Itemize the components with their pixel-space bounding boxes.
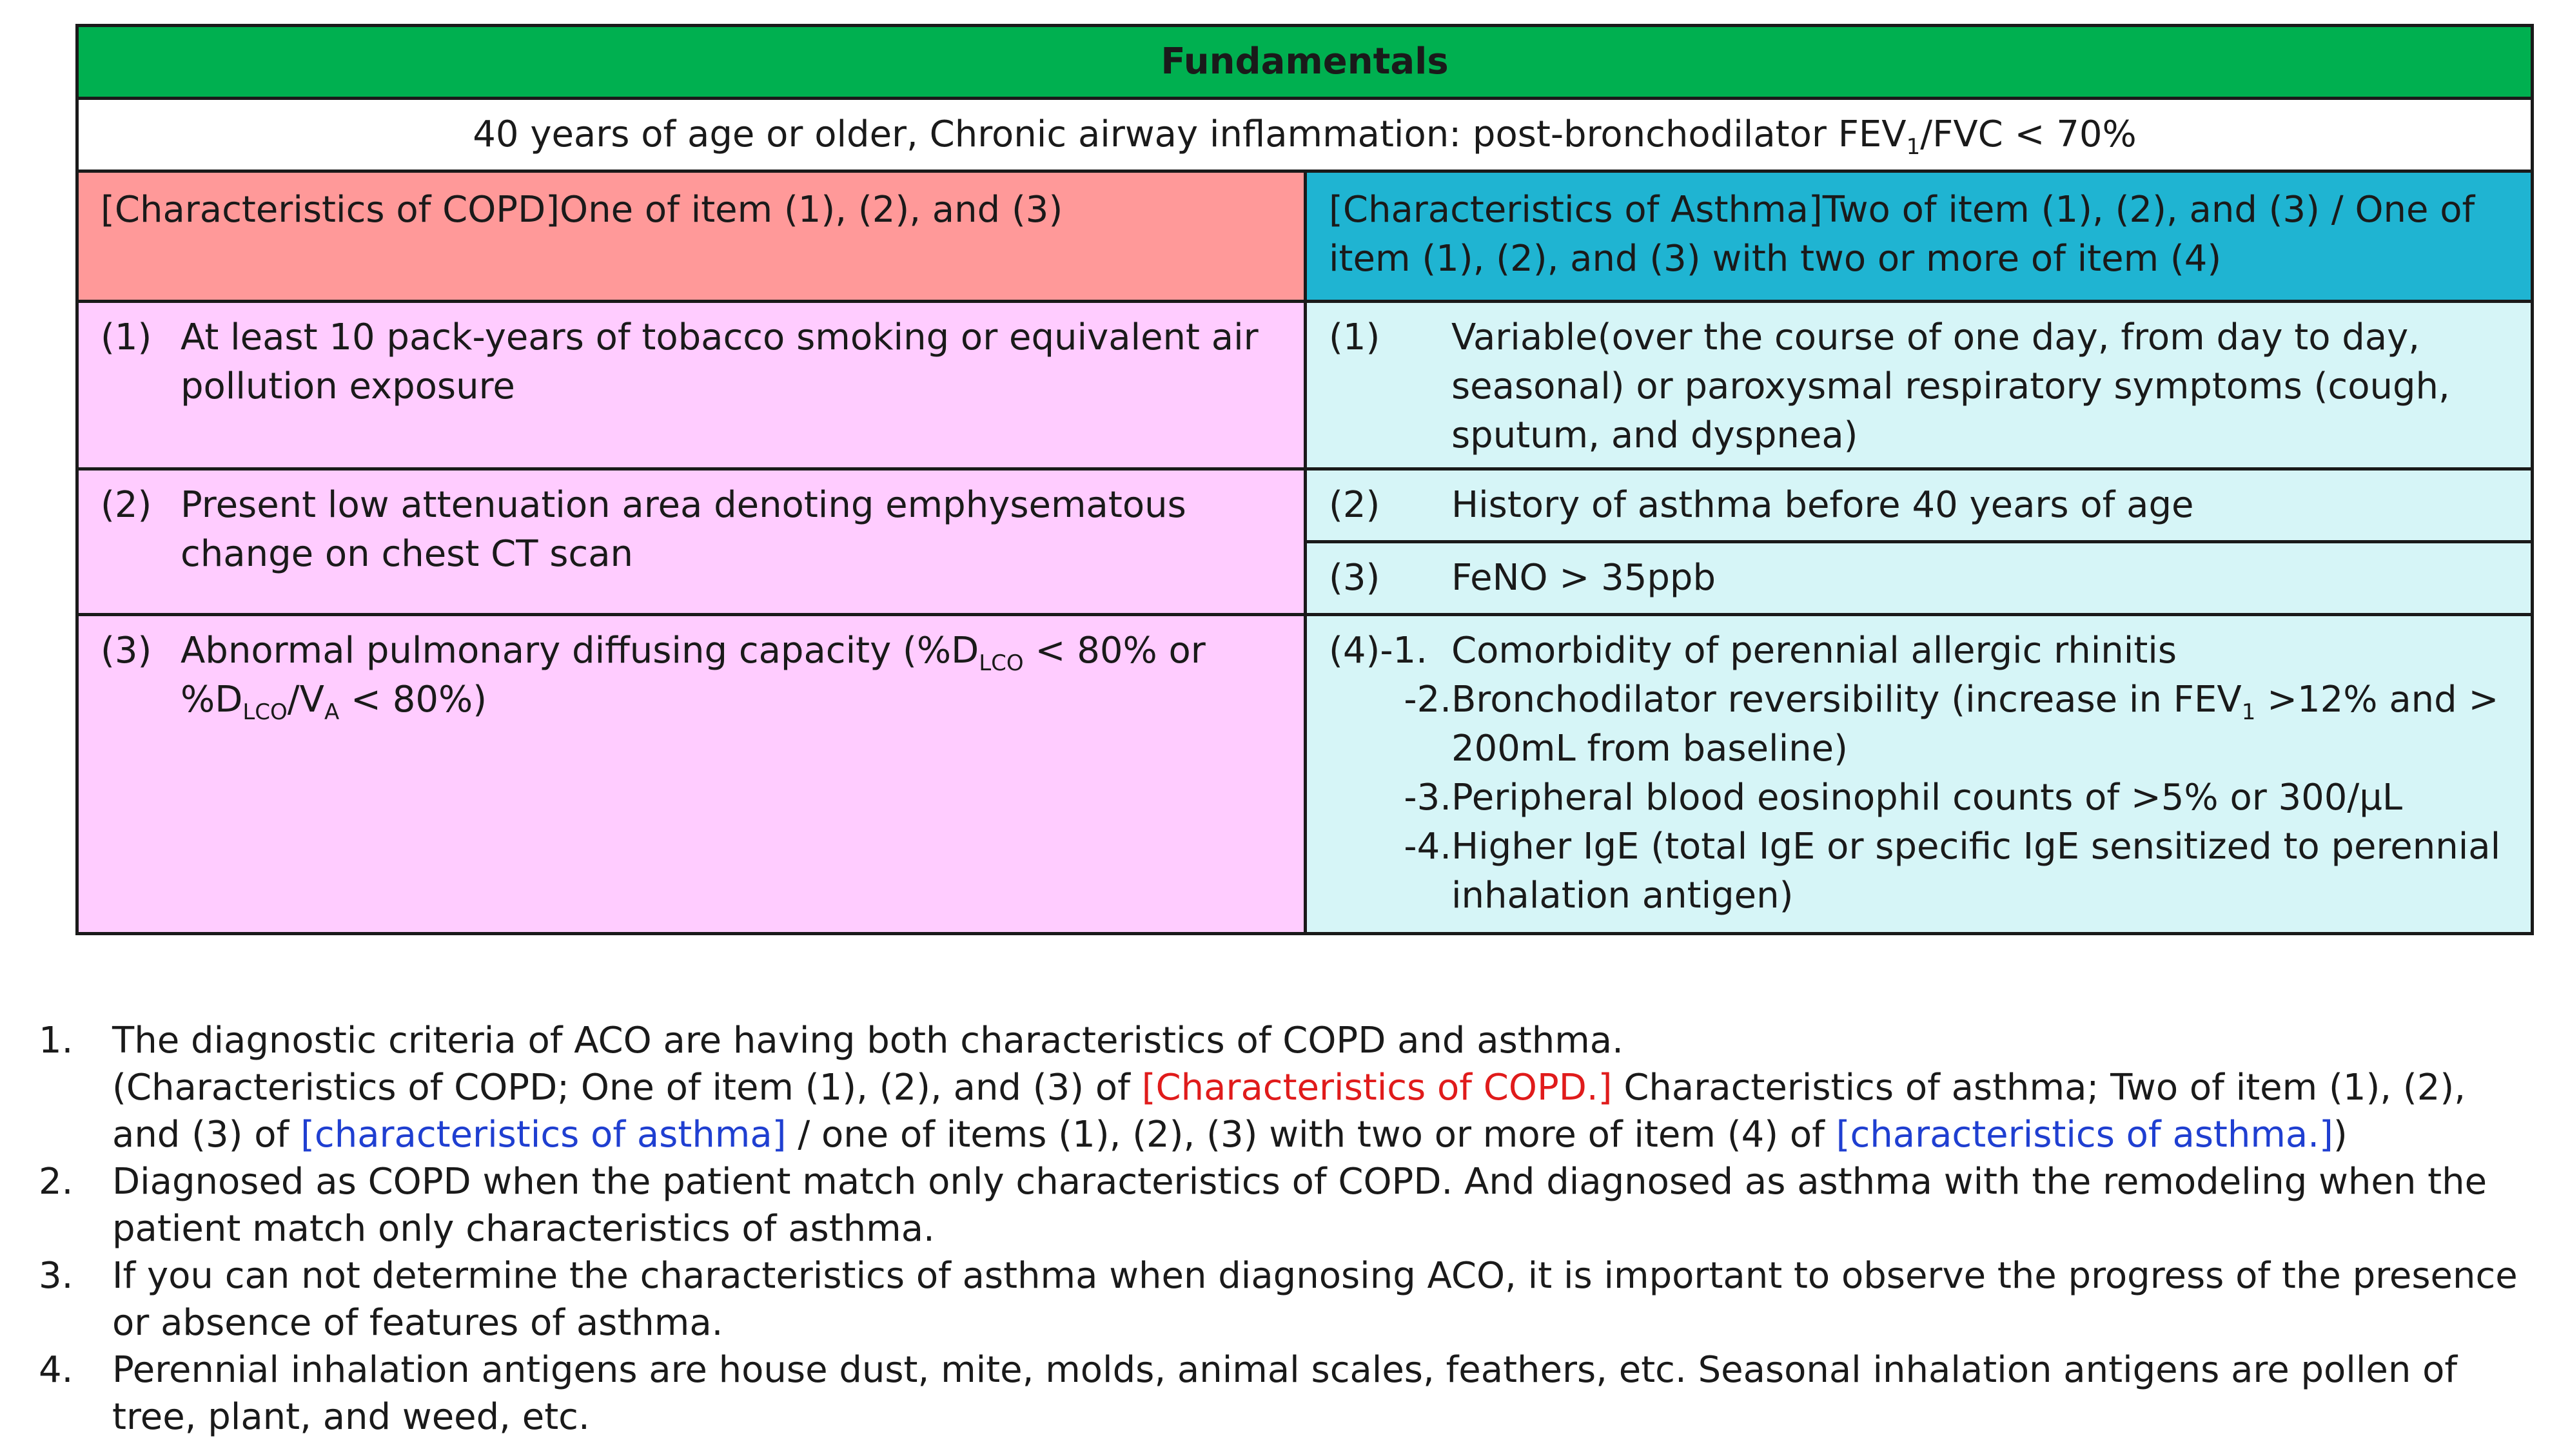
asthma-item-2-text: History of asthma before 40 years of age [1451,484,2194,526]
footnotes-list [39,1017,2540,1441]
footnote-1-line-1: The diagnostic criteria of ACO are having both characteristics of COPD and asthma. [112,1020,1623,1062]
copd-item-3-text-c: /V [287,679,324,721]
footnote-1-number: 1. [39,1020,74,1062]
basic-criterion [77,99,2533,171]
asthma-characteristics-header: [Characteristics of Asthma]Two of item (1), (2), and (3) / One of item (1), (2), and (3) with two or more of item (4) [1306,171,2533,302]
asthma-reference-link: [characteristics of asthma] [300,1114,787,1156]
footnote-3-text: If you can not determine the characteristics of asthma when diagnosing ACO, it is important to observe the progress of the presence or absence of features of asthma. [112,1255,2518,1344]
asthma-item-4 [1306,615,2533,934]
copd-item-3 [77,615,1306,934]
aco-criteria-table [75,24,2534,935]
asthma-item-1 [1306,302,2533,469]
copd-reference-link: [Characteristics of COPD.] [1141,1067,1613,1109]
asthma-item-2-number: (2) [1329,484,1380,526]
asthma-item-4-2-text [1451,675,2509,773]
asthma-item-4-3-number: -3. [1404,777,1451,819]
copd-item-3-sub-b: LCO [242,699,288,725]
footnote-4 [39,1346,2540,1441]
asthma-item-4-1 [1307,626,2531,675]
asthma-item-4-4-text: Higher IgE (total IgE or specific IgE sensitized to perennial inhalation antigen) [1451,826,2501,917]
copd-item-1 [77,302,1306,469]
copd-characteristics-header: [Characteristics of COPD]One of item (1), (2), and (3) [77,171,1306,302]
copd-item-1-number: (1) [101,316,152,358]
copd-item-3-sub-a: LCO [979,650,1024,676]
footnote-4-text: Perennial inhalation antigens are house dust, mite, molds, animal scales, feathers, etc. Seasonal inhalation antigens are pollen of tree, plant, and weed, etc. [112,1349,2458,1438]
asthma-reference-link-2: [characteristics of asthma.] [1836,1114,2333,1156]
copd-item-2-text: Present low attenuation area denoting emphysematous change on chest CT scan [181,484,1186,575]
criteria-row-1 [77,302,2533,469]
footnote-1-text [112,1017,2540,1158]
asthma-item-2 [1306,469,2533,542]
asthma-item-4-3-text: Peripheral blood eosinophil counts of >5% or 300/μL [1451,777,2403,819]
asthma-item-4-2 [1307,675,2531,773]
asthma-item-4-4 [1307,822,2531,920]
copd-item-3-text-d: < 80%) [339,679,487,721]
copd-item-3-number: (3) [101,630,152,672]
asthma-item-3-number: (3) [1329,557,1380,599]
basic-criterion-text: 40 years of age or older, Chronic airway inflammation: post-bronchodilator FEV [473,113,1907,155]
copd-item-3-text-a: Abnormal pulmonary diffusing capacity (%D [181,630,979,672]
footnote-1-part-b: Characteristics of asthma; Two of item (1), (2), and (3) of [112,1067,2466,1156]
footnote-3-number: 3. [39,1255,74,1297]
asthma-item-4-4-number: -4. [1404,826,1451,868]
footnote-4-number: 4. [39,1349,74,1391]
footnote-2-text: Diagnosed as COPD when the patient match only characteristics of COPD. And diagnosed as asthma with the remodeling when the patient match only characteristics of asthma. [112,1161,2487,1250]
footnote-1-part-a: (Characteristics of COPD; One of item (1), (2), and (3) of [112,1067,1142,1109]
asthma-item-4-2-text-a: Bronchodilator reversibility (increase in FEV [1451,679,2242,721]
copd-item-3-text-b: < 80% or %D [181,630,1206,721]
asthma-item-4-3 [1307,773,2531,822]
footnote-2 [39,1158,2540,1252]
footnote-1 [39,1017,2540,1158]
copd-item-2 [77,469,1306,615]
fundamentals-title: Fundamentals [77,26,2533,99]
characteristics-header-row [77,171,2533,302]
copd-item-3-sub-c: A [324,699,340,725]
asthma-item-4-2-subscript: 1 [2241,699,2256,725]
copd-item-1-text: At least 10 pack-years of tobacco smoking or equivalent air pollution exposure [181,316,1259,407]
basic-criterion-text-end: /FVC < 70% [1920,113,2137,155]
asthma-item-4-2-number: -2. [1404,679,1451,721]
asthma-item-4-1-number: (4)-1. [1329,630,1427,672]
basic-criterion-row [77,99,2533,171]
asthma-item-4-1-text: Comorbidity of perennial allergic rhinitis [1451,630,2177,672]
footnote-2-number: 2. [39,1161,74,1203]
criteria-row-3 [77,615,2533,934]
footnote-3 [39,1252,2540,1346]
asthma-item-3 [1306,542,2533,615]
copd-item-2-number: (2) [101,484,152,526]
criteria-row-2 [77,469,2533,542]
asthma-item-1-text: Variable(over the course of one day, from day to day, seasonal) or paroxysmal respiratory symptoms (cough, sputum, and dyspnea) [1451,316,2450,456]
fundamentals-row [77,26,2533,99]
asthma-item-3-text: FeNO > 35ppb [1451,557,1716,599]
footnote-1-part-c: / one of items (1), (2), (3) with two or more of item (4) of [786,1114,1836,1156]
asthma-item-4-2-text-b: >12% and > 200mL from baseline) [1451,679,2499,770]
asthma-item-1-number: (1) [1329,316,1380,358]
footnote-1-part-d: ) [2333,1114,2348,1156]
copd-item-3-text [181,626,1282,724]
basic-criterion-subscript: 1 [1906,134,1921,160]
